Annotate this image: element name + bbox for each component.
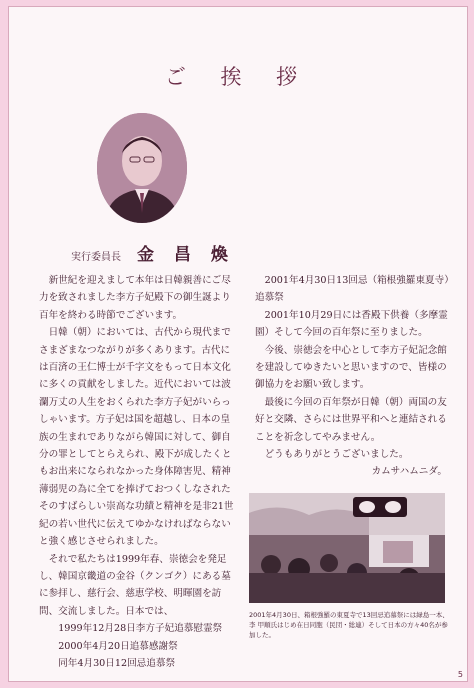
paragraph: それで私たちは1999年春、崇徳会を発足し、韓国京畿道の金谷（クンゴク）にある墓に参拝し、慈行会、慈恵学校、明暉園を訪問、交流しました。日本では、 bbox=[39, 553, 231, 617]
paragraph: 2001年10月29日には香殿下供養（多摩霊園）そして今回の百年祭に至りました。 bbox=[255, 309, 448, 339]
paragraph: 今後、崇徳会を中心として李方子妃記念館を建設してゆきたいと思いますので、皆様の御協力をお願い致します。 bbox=[255, 344, 447, 391]
chairman-name: 金 昌 煥 bbox=[137, 245, 235, 265]
chairman-portrait bbox=[97, 113, 187, 223]
left-column-text bbox=[39, 272, 235, 672]
chairman-role: 実行委員長 bbox=[71, 252, 121, 263]
page-number: 5 bbox=[457, 670, 463, 679]
paragraph: 最後に今回の百年祭が日韓（朝）両国の友好と交隣、さらには世界平和へと連結されることを祈念してやみません。 bbox=[255, 396, 447, 443]
event-line: 同年4月30日12回忌追慕祭 bbox=[58, 657, 176, 669]
right-column-text bbox=[255, 272, 455, 481]
paragraph: どうもありがとうございました。 bbox=[264, 449, 409, 461]
memorial-photo bbox=[249, 493, 445, 603]
paragraph: 新世紀を迎えまして本年は日韓親善にご尽力を致されました李方子妃殿下の御生誕より百年を終わる時節でございます。 bbox=[39, 275, 231, 321]
memorial-photo-image bbox=[249, 493, 445, 603]
event-line: 2001年4月30日13回忌（箱根強羅東夏寺）追慕祭 bbox=[255, 275, 454, 304]
page-title: ご 挨 拶 bbox=[164, 65, 312, 89]
paragraph: 日韓（朝）においては、古代から現代までさまざまなつながりが多くあります。古代には百済の王仁博士が千字文をもって日本文化に多くの貢献をしました。近代においては波瀾万丈の人生をおくられた李方子妃がいらっしゃいます。方子妃は国を超越し、日本の皇族の生まれでありながら韓国に対して、御自分の罪としてとらえられ、殿下が成したくともお出来になられなかった身体障害児、精神薄弱児の為に全てを捧げておつくしなされたそのすばらしい崇高な功績と精神を是非21世紀の若い世代に伝えてゆかなければならないと強く感じさせられました。 bbox=[39, 327, 234, 548]
closing-line: カムサハムニダ。 bbox=[371, 466, 447, 478]
portrait-image bbox=[97, 113, 187, 223]
event-line: 2000年4月20日追慕感謝祭 bbox=[58, 640, 178, 652]
photo-caption: 2001年4月30日、箱根強羅の東夏寺で13回忌追慕祭には緑島一本、李 甲順氏はじめ在日同胞（民団・総連）そして日本の方々40名が参加した。 bbox=[249, 611, 449, 639]
document-page bbox=[8, 6, 468, 682]
event-line: 1999年12月28日李方子妃追慕慰霊祭 bbox=[58, 623, 223, 635]
